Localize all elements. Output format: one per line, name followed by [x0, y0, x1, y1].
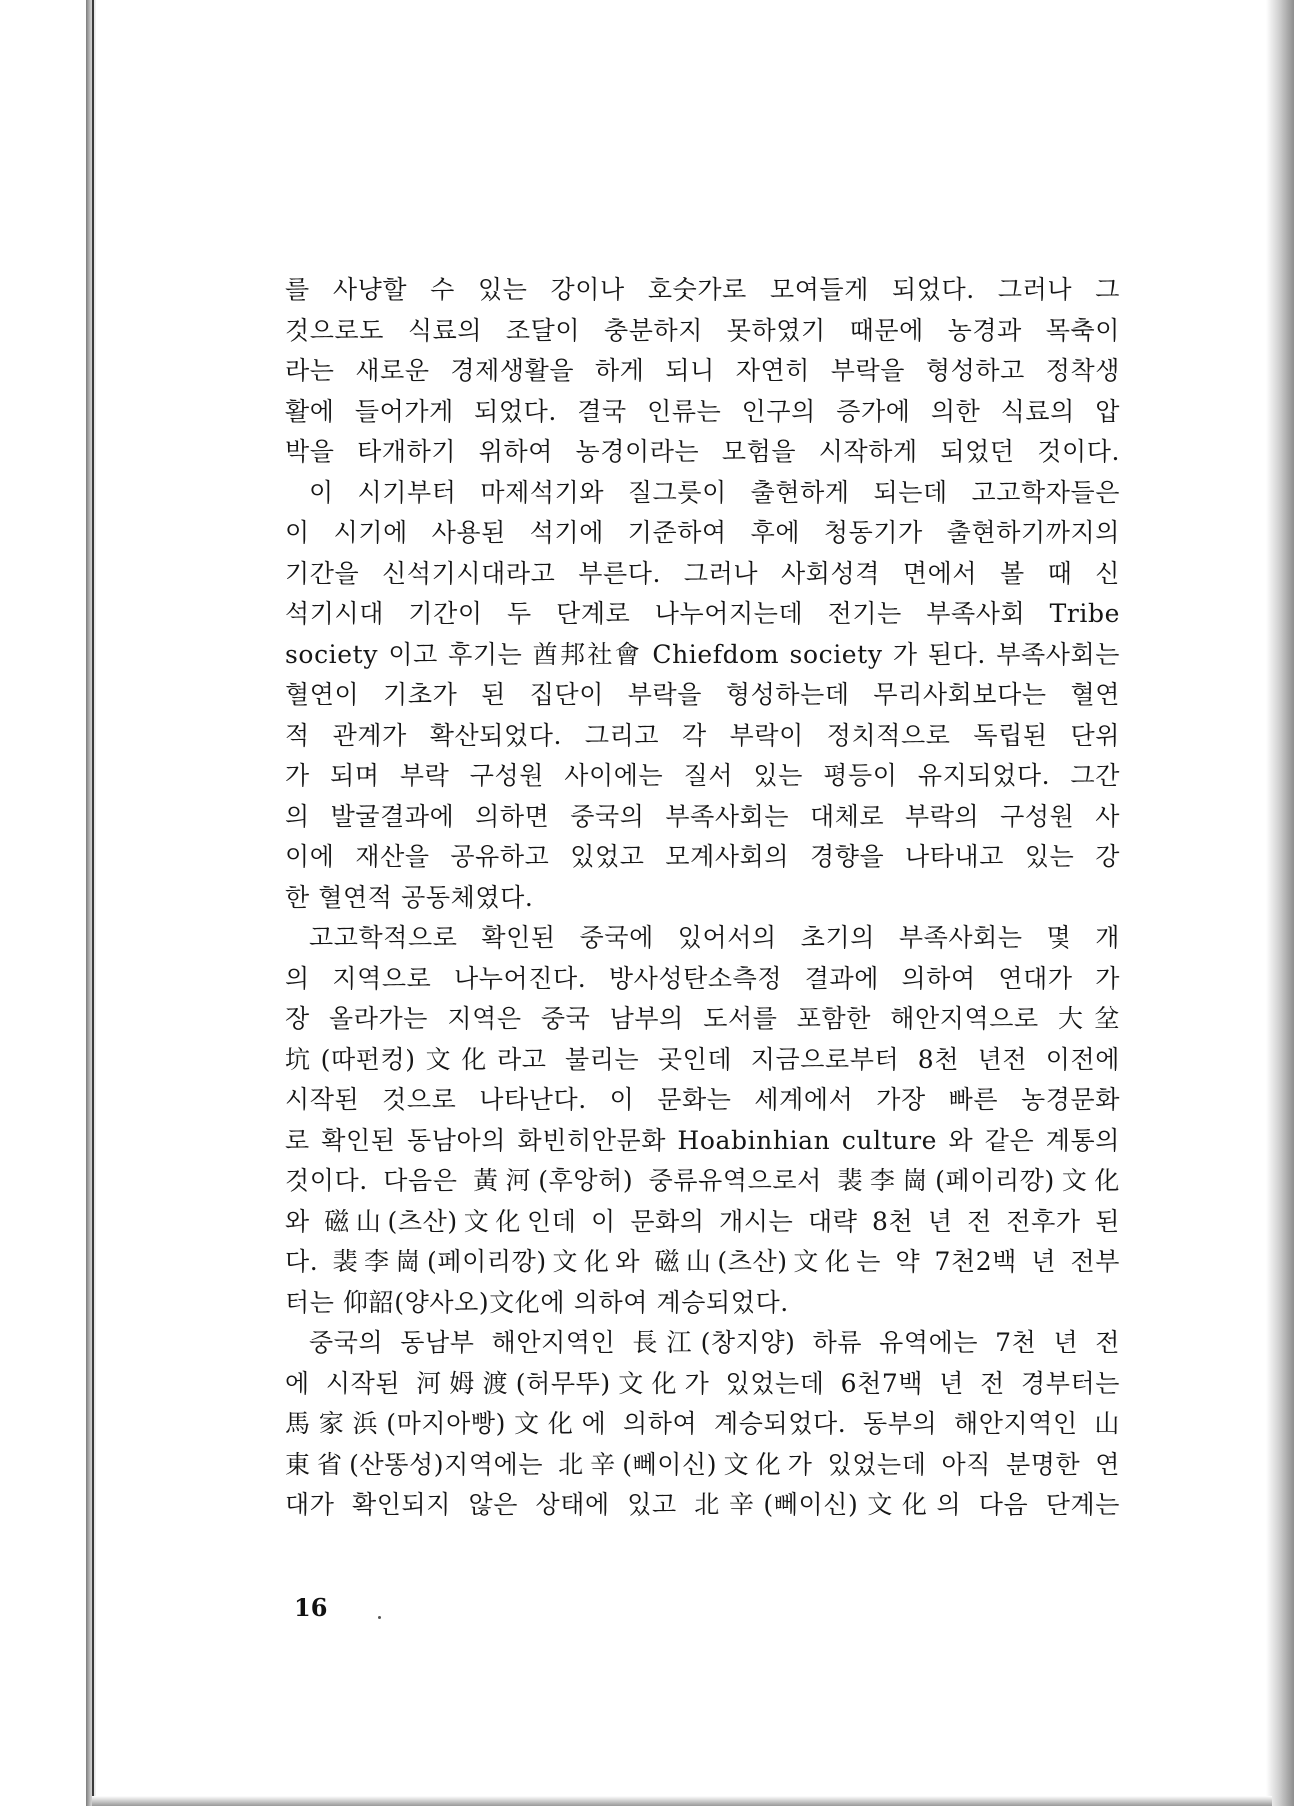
text-line: 가 되며 부락 구성원 사이에는 질서 있는 평등이 유지되었다. 그간: [285, 761, 1120, 790]
paragraph-first-line: 고고학적으로 확인된 중국에 있어서의 초기의 부족사회는 몇 개: [309, 923, 1120, 952]
page-left-edge: [92, 0, 94, 1806]
text-line: 이 시기에 사용된 석기에 기준하여 후에 청동기가 출현하기까지의: [285, 518, 1120, 547]
paragraph-first-line: 이 시기부터 마제석기와 질그릇이 출현하게 되는데 고고학자들은: [309, 477, 1120, 507]
text-line: 적 관계가 확산되었다. 그리고 각 부락이 정치적으로 독립된 단위: [285, 720, 1120, 750]
paragraph-last-line: 터는 仰韶(양사오)文化에 의하여 계승되었다.: [285, 1287, 789, 1317]
text-line: 를 사냥할 수 있는 강이나 호숫가로 모여들게 되었다. 그러나 그: [285, 275, 1120, 304]
paragraph-first-line: 중국의 동남부 해안지역인 長江(창지양) 하류 유역에는 7천 년 전: [309, 1328, 1120, 1357]
page-right-shadow: [1266, 0, 1294, 1806]
body-text: [285, 270, 1120, 1526]
text-line: 기간을 신석기시대라고 부른다. 그러나 사회성격 면에서 볼 때 신: [285, 558, 1120, 588]
text-line: 와 磁山(츠산)文化인데 이 문화의 개시는 대략 8천 년 전 전후가 된: [285, 1206, 1120, 1236]
text-line: 박을 타개하기 위하여 농경이라는 모험을 시작하게 되었던 것이다.: [285, 437, 1120, 466]
text-line: 시작된 것으로 나타난다. 이 문화는 세계에서 가장 빠른 농경문화: [285, 1085, 1120, 1114]
text-line: 의 지역으로 나누어진다. 방사성탄소측정 결과에 의하여 연대가 가: [285, 963, 1120, 993]
text-line: 혈연이 기초가 된 집단이 부락을 형성하는데 무리사회보다는 혈연: [285, 680, 1120, 709]
text-line: 에 시작된 河姆渡(허무뚜)文化가 있었는데 6천7백 년 전 경부터는: [285, 1368, 1120, 1398]
page-bottom-shadow: [92, 1796, 1272, 1806]
paragraph-last-line: 한 혈연적 공동체였다.: [285, 882, 534, 912]
page-left-shadow: [86, 0, 96, 1806]
scan-speck: [378, 1616, 381, 1619]
text-line: 의 발굴결과에 의하면 중국의 부족사회는 대체로 부락의 구성원 사: [285, 801, 1120, 831]
text-line: 것으로도 식료의 조달이 충분하지 못하였기 때문에 농경과 목축이: [285, 315, 1120, 345]
text-line: 라는 새로운 경제생활을 하게 되니 자연히 부락을 형성하고 정착생: [285, 356, 1120, 385]
text-line: 坑(따펀컹)文化라고 불리는 곳인데 지금으로부터 8천 년전 이전에: [285, 1044, 1120, 1074]
text-line: 東省(산똥성)지역에는 北辛(뻬이신)文化가 있었는데 아직 분명한 연: [285, 1449, 1120, 1479]
text-line: 다. 裴李崗(페이리깡)文化와 磁山(츠산)文化는 약 7천2백 년 전부: [285, 1247, 1120, 1276]
text-line: 이에 재산을 공유하고 있었고 모계사회의 경향을 나타내고 있는 강: [285, 842, 1120, 871]
text-line: 것이다. 다음은 黃河(후앙허) 중류유역으로서 裴李崗(페이리깡)文化: [285, 1166, 1120, 1195]
text-line: 장 올라가는 지역은 중국 남부의 도서를 포함한 해안지역으로 大坌: [285, 1004, 1120, 1033]
text-line: 馬家浜(마지아빵)文化에 의하여 계승되었다. 동부의 해안지역인 山: [285, 1409, 1120, 1438]
page-number: 16: [294, 1593, 328, 1622]
text-line: 로 확인된 동남아의 화빈히안문화 Hoabinhian culture 와 같은 계통의: [285, 1125, 1120, 1155]
text-line: 석기시대 기간이 두 단계로 나누어지는데 전기는 부족사회 Tribe: [285, 599, 1120, 628]
text-line: society 이고 후기는 酋邦社會 Chiefdom society 가 된다. 부족사회는: [285, 639, 1120, 669]
text-line: 대가 확인되지 않은 상태에 있고 北辛(뻬이신)文化의 다음 단계는: [285, 1490, 1120, 1519]
text-line: 활에 들어가게 되었다. 결국 인류는 인구의 증가에 의한 식료의 압: [285, 396, 1120, 426]
